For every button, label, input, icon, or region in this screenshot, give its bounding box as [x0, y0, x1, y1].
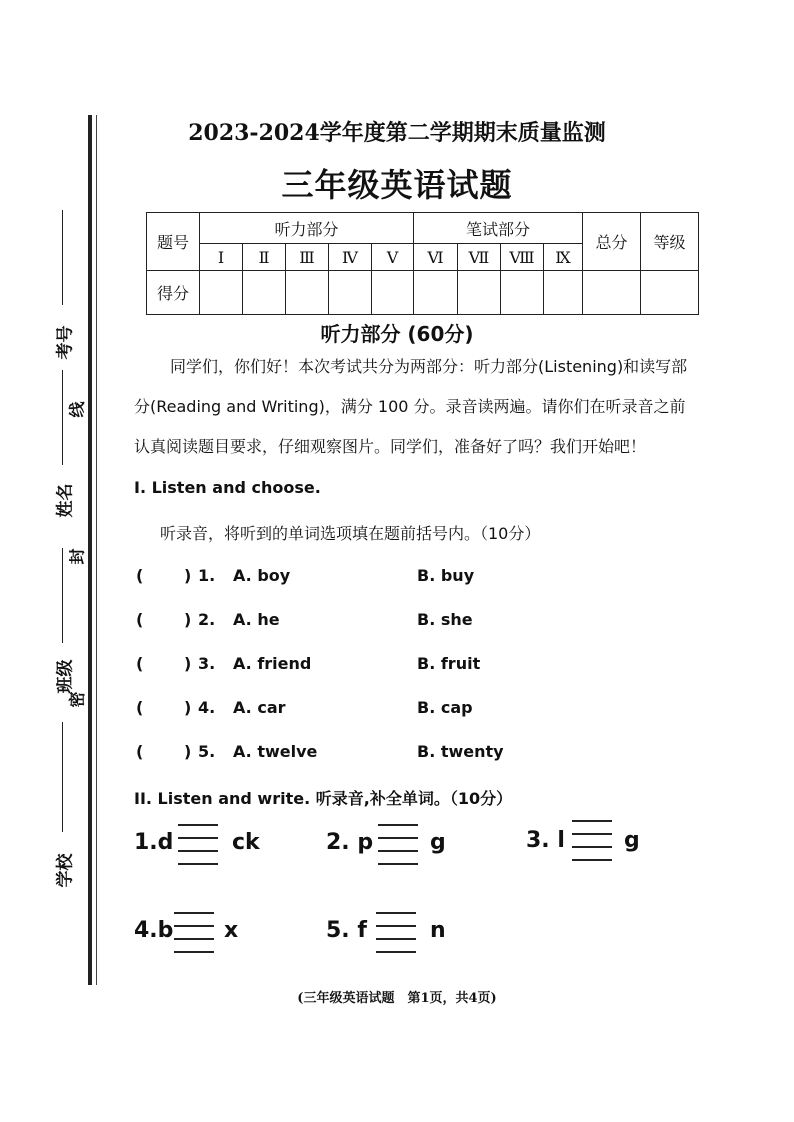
close-paren: ) [184, 742, 192, 761]
item-number: 5. [198, 742, 216, 761]
option-a: A. he [233, 610, 280, 629]
fill-word [326, 818, 456, 870]
answer-blank[interactable] [154, 610, 182, 632]
close-paren: ) [184, 654, 192, 673]
intro-line: 认真阅读题目要求，仔细观察图片。同学们，准备好了吗？我们开始吧！ [134, 437, 647, 456]
word-suffix: g [430, 830, 446, 855]
question-no-header: 题号 [147, 213, 200, 271]
word-prefix: 3. l [526, 828, 565, 853]
close-paren: ) [184, 566, 192, 585]
open-paren: ( [136, 654, 144, 673]
name-line [62, 370, 63, 465]
choice-item [134, 610, 654, 636]
school-line [62, 722, 63, 832]
school-label: 学校 [55, 853, 76, 888]
open-paren: ( [136, 610, 144, 629]
word-suffix: ck [232, 830, 260, 855]
numeral-cell: Ⅶ [458, 244, 501, 271]
option-b: B. cap [417, 698, 473, 717]
item-number: 3. [198, 654, 216, 673]
score-cell-6[interactable] [414, 271, 458, 315]
option-b: B. twenty [417, 742, 504, 761]
score-cell-5[interactable] [372, 271, 414, 315]
score-cell-2[interactable] [243, 271, 286, 315]
four-line-blank[interactable] [572, 816, 612, 868]
answer-blank[interactable] [154, 742, 182, 764]
answer-blank[interactable] [154, 698, 182, 720]
numeral-cell: Ⅳ [329, 244, 372, 271]
fill-word [134, 818, 274, 870]
part1-heading: I. Listen and choose. [134, 478, 321, 497]
intro-line: 分(Reading and Writing)，满分 100 分。录音读两遍。请你们在听录音之前 [134, 397, 686, 416]
word-prefix: 4.b [134, 918, 174, 943]
score-row-header: 得分 [147, 271, 200, 315]
name-label: 姓名 [55, 483, 76, 518]
seal-char-mi: 密 [67, 691, 87, 708]
fill-word [526, 816, 656, 868]
score-cell-7[interactable] [458, 271, 501, 315]
option-b: B. fruit [417, 654, 481, 673]
seal-char-xian: 线 [67, 401, 87, 418]
writing-header: 笔试部分 [414, 213, 583, 244]
word-suffix: x [224, 918, 239, 943]
answer-blank[interactable] [154, 566, 182, 588]
word-prefix: 5. f [326, 918, 367, 943]
seal-char-feng: 封 [67, 548, 87, 565]
option-b: B. buy [417, 566, 475, 585]
item-number: 2. [198, 610, 216, 629]
fill-word [134, 906, 254, 958]
exam-subtitle: 2023-2024学年度第二学期期末质量监测 [188, 120, 606, 146]
numeral-cell: Ⅵ [414, 244, 458, 271]
four-line-blank[interactable] [378, 818, 418, 870]
score-cell-4[interactable] [329, 271, 372, 315]
close-paren: ) [184, 610, 192, 629]
option-a: A. boy [233, 566, 291, 585]
numeral-cell: Ⅲ [286, 244, 329, 271]
option-a: A. car [233, 698, 286, 717]
option-a: A. friend [233, 654, 312, 673]
exam-title: 三年级英语试题 [281, 166, 513, 204]
word-suffix: g [624, 828, 640, 853]
exam-no-label: 考号 [55, 325, 76, 360]
close-paren: ) [184, 698, 192, 717]
four-line-blank[interactable] [174, 906, 214, 958]
binding-thick-line [88, 115, 92, 985]
listening-header: 听力部分 [200, 213, 414, 244]
score-cell-9[interactable] [544, 271, 583, 315]
choice-item [134, 566, 654, 592]
intro-paragraph [134, 347, 714, 467]
listening-section-title: 听力部分 (60分) [320, 322, 474, 346]
word-suffix: n [430, 918, 446, 943]
score-cell-grade[interactable] [641, 271, 699, 315]
part2-heading: II. Listen and write. 听录音,补全单词。（10分） [134, 789, 513, 808]
exam-no-line [62, 210, 63, 305]
four-line-blank[interactable] [376, 906, 416, 958]
open-paren: ( [136, 566, 144, 585]
numeral-cell: Ⅴ [372, 244, 414, 271]
class-label: 班级 [55, 659, 76, 694]
numeral-cell: Ⅷ [501, 244, 544, 271]
binding-thin-line [96, 115, 97, 985]
grade-header: 等级 [641, 213, 699, 271]
score-cell-3[interactable] [286, 271, 329, 315]
choice-item [134, 742, 654, 768]
numeral-cell: Ⅱ [243, 244, 286, 271]
numeral-cell: Ⅸ [544, 244, 583, 271]
total-header: 总分 [583, 213, 641, 271]
page-footer: (三年级英语试题 第1页，共4页) [297, 991, 497, 1006]
four-line-blank[interactable] [178, 818, 218, 870]
option-a: A. twelve [233, 742, 318, 761]
option-b: B. she [417, 610, 473, 629]
score-cell-1[interactable] [200, 271, 243, 315]
open-paren: ( [136, 698, 144, 717]
word-prefix: 2. p [326, 830, 374, 855]
score-table [146, 212, 699, 315]
answer-blank[interactable] [154, 654, 182, 676]
numeral-cell: Ⅰ [200, 244, 243, 271]
fill-word [326, 906, 456, 958]
score-cell-total[interactable] [583, 271, 641, 315]
choice-item [134, 654, 654, 680]
score-cell-8[interactable] [501, 271, 544, 315]
item-number: 4. [198, 698, 216, 717]
choice-item [134, 698, 654, 724]
item-number: 1. [198, 566, 216, 585]
class-line [62, 548, 63, 643]
part1-instruction: 听录音，将听到的单词选项填在题前括号内。（10分） [160, 524, 541, 543]
open-paren: ( [136, 742, 144, 761]
intro-line: 同学们，你们好！本次考试共分为两部分：听力部分(Listening)和读写部 [170, 357, 688, 376]
word-prefix: 1.d [134, 830, 174, 855]
